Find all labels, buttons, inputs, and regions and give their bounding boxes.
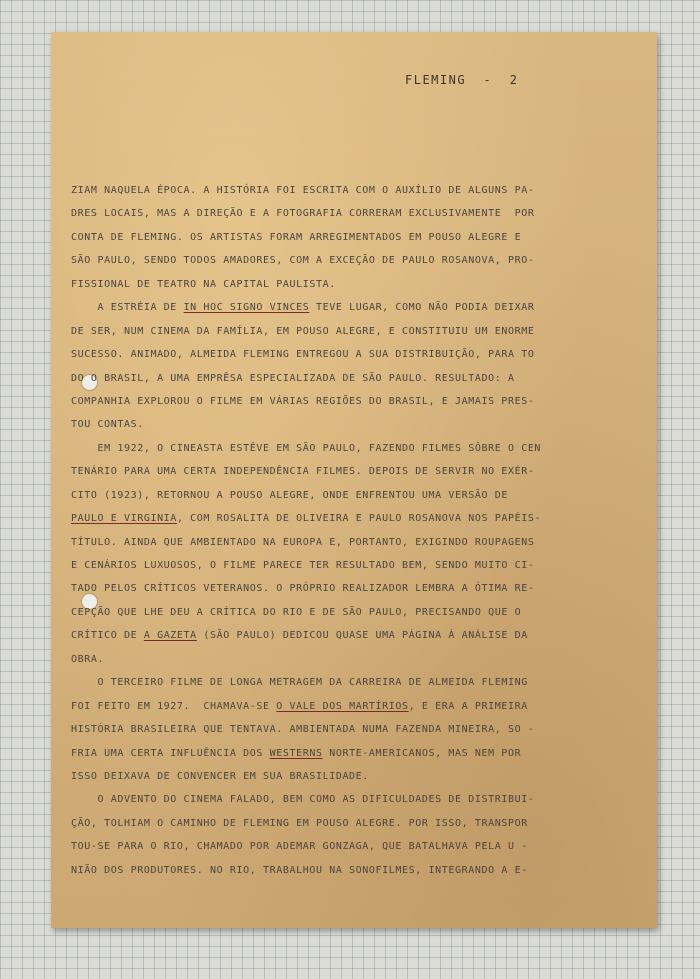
text-segment: CRÍTICO DE [71,630,144,642]
text-line [71,202,639,225]
text-line [71,413,639,436]
text-segment: , COM ROSALITA DE OLIVEIRA E PAULO ROSANOVA NOS PAPÉIS- [176,513,542,525]
text-segment: DRES LOCAIS, MAS A DIREÇÃO E A FOTOGRAFIA CORRERAM EXCLUSIVAMENTE POR [71,208,535,220]
text-line [71,835,639,858]
text-segment: SÃO PAULO, SENDO TODOS AMADORES, COM A EXCEÇÃO DE PAULO ROSANOVA, PRO- [71,255,535,267]
text-segment: TADO PELOS CRÍTICOS VETERANOS. O PRÓPRIO REALIZADOR LEMBRA A ÓTIMA RE- [71,583,535,595]
text-segment: NORTE-AMERICANOS, MAS NEM POR [322,747,522,759]
text-line [71,765,639,788]
text-segment: HISTÓRIA BRASILEIRA QUE TENTAVA. AMBIENTADA NUMA FAZENDA MINEIRA, SO - [71,724,535,736]
text-line [71,179,639,202]
text-segment: TÍTULO. AINDA QUE AMBIENTADO NA EUROPA E, PORTANTO, EXIGINDO ROUPAGENS [71,536,535,548]
text-segment: EM 1922, O CINEASTA ESTÊVE EM SÃO PAULO, FAZENDO FILMES SÔBRE O CEN [71,442,542,454]
text-segment: O TERCEIRO FILME DE LONGA METRAGEM DA CARREIRA DE ALMEIDA FLEMING [71,677,528,689]
text-line [71,695,639,718]
text-segment: CONTA DE FLEMING. OS ARTISTAS FORAM ARREGIMENTADOS EM POUSO ALEGRE E [71,231,522,243]
text-line [71,742,639,765]
text-segment: SUCESSO. ANIMADO, ALMEIDA FLEMING ENTREGOU A SUA DISTRIBUIÇÃO, PARA TO [71,349,535,361]
underlined-title: O VALE DOS MARTÍRIOS [276,700,409,712]
text-segment: CEPÇÃO QUE LHE DEU A CRÍTICA DO RIO E DE SÃO PAULO, PRECISANDO QUE O [71,606,522,618]
text-segment: FISSIONAL DE TEATRO NA CAPITAL PAULISTA. [71,278,336,290]
text-segment: FOI FEITO EM 1927. CHAMAVA-SE [71,700,277,712]
text-line [71,343,639,366]
text-segment: FRIA UMA CERTA INFLUÊNCIA DOS [71,747,270,759]
text-line [71,577,639,600]
text-line [71,320,639,343]
text-segment: TENÁRIO PARA UMA CERTA INDEPENDÊNCIA FILMES. DEPOIS DE SERVIR NO EXÉR- [71,466,535,478]
text-segment: ÇÃO, TOLHIAM O CAMINHO DE FLEMING EM POUSO ALEGRE. POR ISSO, TRANSPOR [71,817,528,829]
text-line [71,367,639,390]
text-segment: NIÃO DOS PRODUTORES. NO RIO, TRABALHOU NA SONOFILMES, INTEGRANDO A E- [71,864,528,876]
text-line [71,648,639,671]
text-line [71,859,639,882]
text-segment: , E ERA A PRIMEIRA [408,700,528,712]
text-line [71,296,639,319]
text-line [71,226,639,249]
text-line [71,437,639,460]
text-segment: ZIAM NAQUELA ÉPOCA. A HISTÓRIA FOI ESCRITA COM O AUXÍLIO DE ALGUNS PA- [71,185,535,196]
underlined-title: IN HOC SIGNO VINCES [183,302,310,314]
text-segment: OBRA. [71,653,105,665]
text-segment: DE SER, NUM CINEMA DA FAMÍLIA, EM POUSO ALEGRE, E CONSTITUIU UM ENORME [71,325,535,337]
text-line [71,531,639,554]
typed-body-text [71,179,639,882]
text-line [71,718,639,741]
text-line [71,554,639,577]
text-line [71,788,639,811]
text-segment: O ADVENTO DO CINEMA FALADO, BEM COMO AS DIFICULDADES DE DISTRIBUI- [71,794,535,806]
text-line [71,273,639,296]
underlined-title: WESTERNS [269,747,323,759]
text-segment: TOU-SE PARA O RIO, CHAMADO POR ADEMAR GONZAGA, QUE BATALHAVA PELA U - [71,841,528,853]
text-segment: E CENÁRIOS LUXUOSOS, O FILME PARECE TER RESULTADO BEM, SENDO MUITO CI- [71,560,535,571]
page-heading: FLEMING - 2 [405,73,519,87]
underlined-title: A GAZETA [143,630,197,642]
text-segment: TOU CONTAS. [71,419,144,431]
text-line [71,671,639,694]
underlined-title: PAULO E VIRGINIA [71,513,177,525]
text-segment: A ESTRÉIA DE [71,302,184,314]
text-line [71,624,639,647]
text-segment: COMPANHIA EXPLOROU O FILME EM VÁRIAS REGIÕES DO BRASIL, E JAMAIS PRES- [71,395,535,407]
text-segment: (SÃO PAULO) DEDICOU QUASE UMA PÁGINA À ANÁLISE DA [196,630,528,642]
text-line [71,812,639,835]
text-line [71,601,639,624]
text-segment: ISSO DEIXAVA DE CONVENCER EM SUA BRASILIDADE. [71,770,369,782]
text-segment: CITO (1923), RETORNOU A POUSO ALEGRE, ONDE ENFRENTOU UMA VERSÃO DE [71,489,508,501]
text-line [71,390,639,413]
text-line [71,249,639,272]
text-segment: DO O BRASIL, A UMA EMPRÊSA ESPECIALIZADA DE SÃO PAULO. RESULTADO: A [71,372,515,384]
text-segment: TEVE LUGAR, COMO NÃO PODIA DEIXAR [309,302,535,314]
text-line [71,460,639,483]
text-line [71,484,639,507]
text-line [71,507,639,530]
